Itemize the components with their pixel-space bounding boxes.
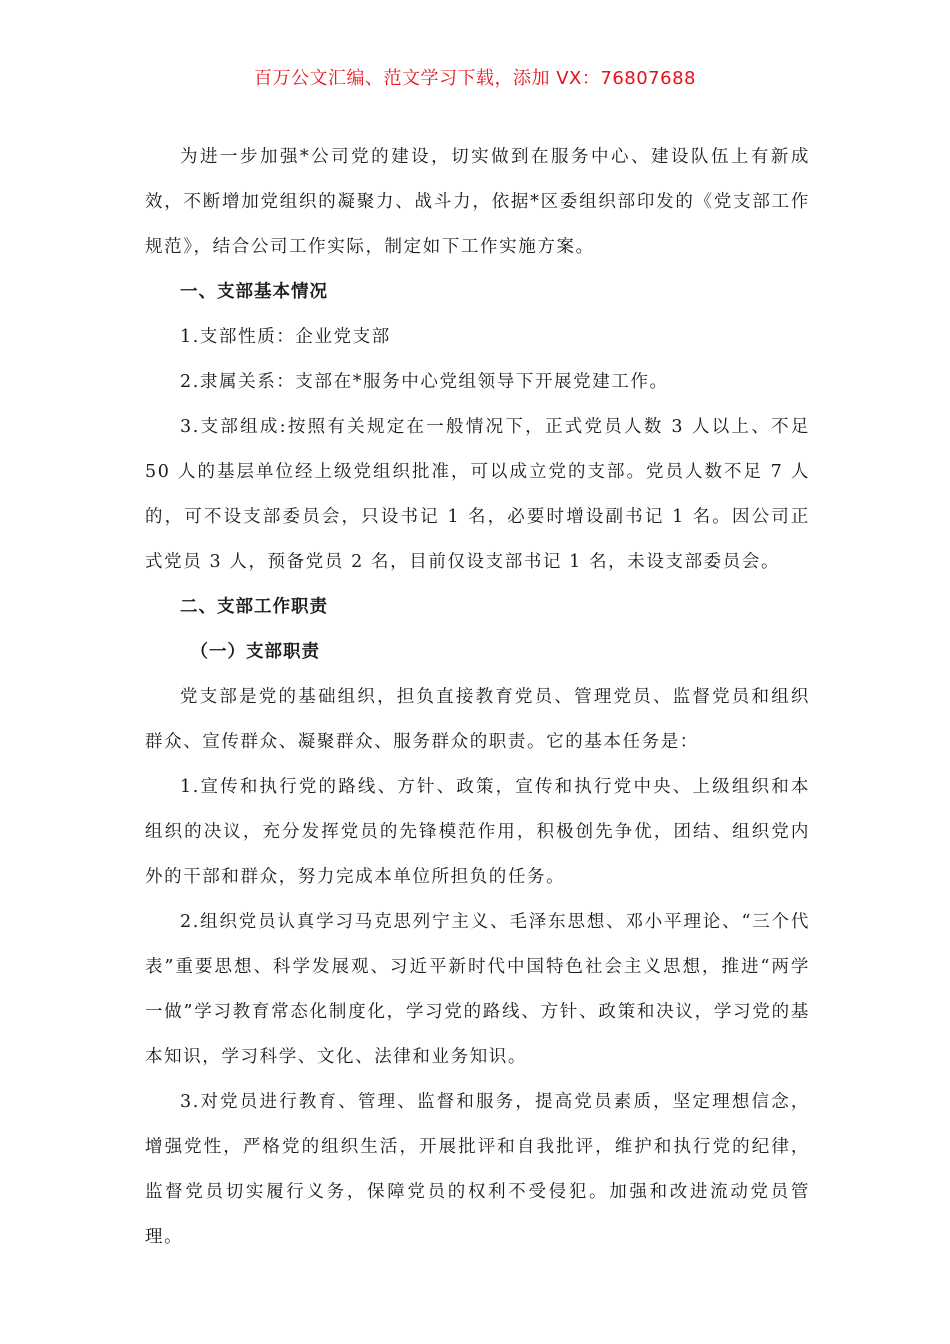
basic-info-item-affiliation: 2.隶属关系：支部在*服务中心党组领导下开展党建工作。 [180, 372, 669, 392]
basic-info-item-nature: 1.支部性质：企业党支部 [180, 327, 391, 347]
section-heading-basic-info: 一、支部基本情况 [180, 282, 328, 302]
intro-paragraph: 为进一步加强*公司党的建设，切实做到在服务中心、建设队伍上有新成效，不断增加党组织的凝聚力、战斗力，依据*区委组织部印发的《党支部工作规范》，结合公司工作实际，制定如下工作实施方案。 [145, 147, 810, 257]
duty-item-2: 2.组织党员认真学习马克思列宁主义、毛泽东思想、邓小平理论、“三个代表”重要思想、科学发展观、习近平新时代中国特色社会主义思想，推进“两学一做”学习教育常态化制度化，学习党的路线、方针、政策和决议，学习党的基本知识，学习科学、文化、法律和业务知识。 [145, 912, 810, 1067]
duty-item-3: 3.对党员进行教育、管理、监督和服务，提高党员素质，坚定理想信念，增强党性，严格党的组织生活，开展批评和自我批评，维护和执行党的纪律，监督党员切实履行义务，保障党员的权利不受侵犯。加强和改进流动党员管理。 [145, 1092, 810, 1247]
subsection-heading-branch-duties: （一）支部职责 [190, 642, 320, 662]
duty-item-1: 1.宣传和执行党的路线、方针、政策，宣传和执行党中央、上级组织和本组织的决议，充分发挥党员的先锋模范作用，积极创先争优，团结、组织党内外的干部和群众，努力完成本单位所担负的任务。 [145, 777, 810, 887]
section-heading-duties: 二、支部工作职责 [180, 597, 328, 617]
watermark-header: 百万公文汇编、范文学习下载，添加 VX：76807688 [254, 68, 696, 89]
basic-info-item-composition: 3.支部组成:按照有关规定在一般情况下，正式党员人数 3 人以上、不足 50 人的基层单位经上级党组织批准，可以成立党的支部。党员人数不足 7 人的，可不设支部委员会，只设书记 1 名，必要时增设副书记 1 名。因公司正式党员 3 人，预备党员 2 名，目前仅设支部书记 1 名，未设支部委员会。 [145, 417, 810, 572]
document-body [145, 135, 810, 1260]
duties-intro-paragraph: 党支部是党的基础组织，担负直接教育党员、管理党员、监督党员和组织群众、宣传群众、凝聚群众、服务群众的职责。它的基本任务是： [145, 687, 810, 752]
